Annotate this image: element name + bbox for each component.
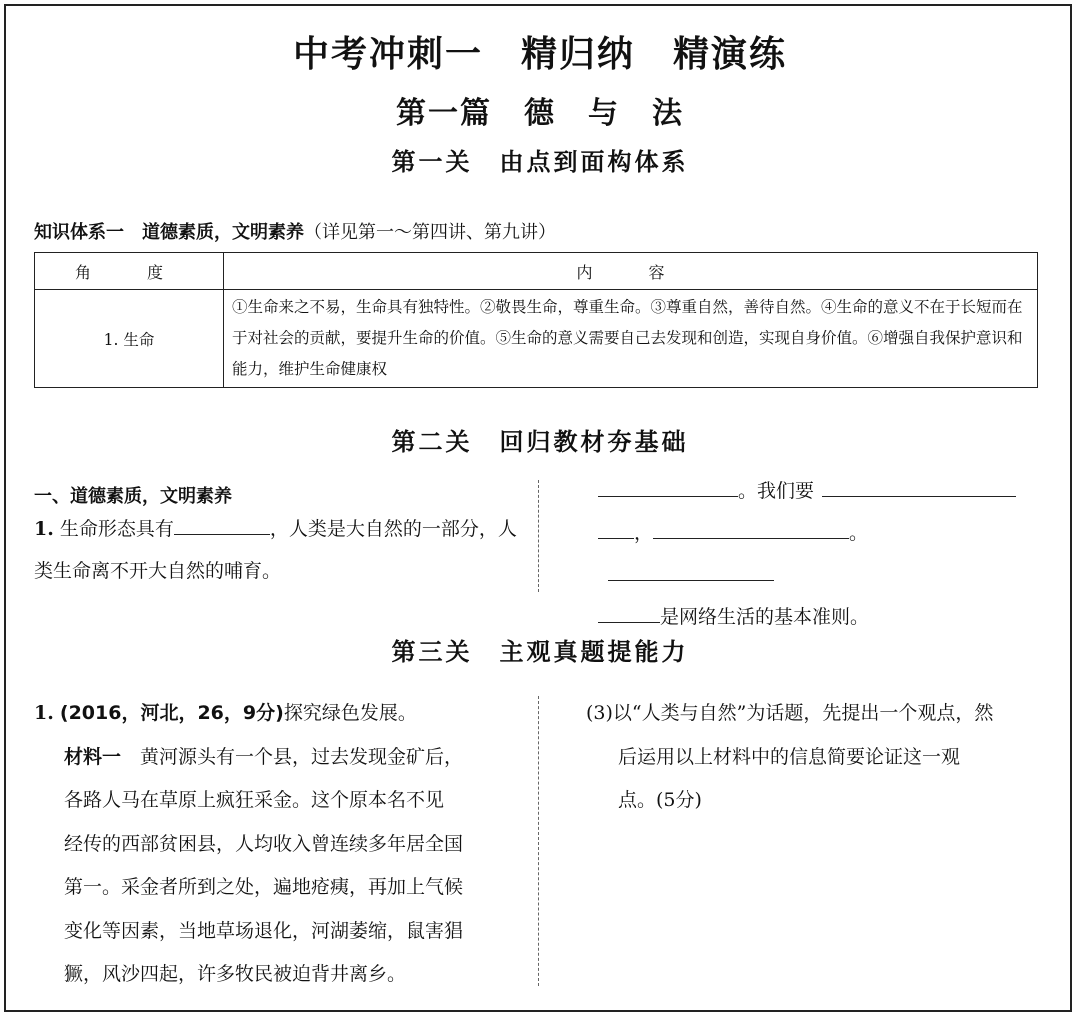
col-angle-header: 角 度 [35,253,224,290]
question-source: (2016，河北，26，9分) [59,702,284,724]
knowledge-table [34,252,1038,388]
column-divider [538,480,539,592]
material-line [64,736,534,780]
section-heading: 一、道德素质，文明素养 [34,486,232,507]
question-number: 1. [34,518,54,540]
subquestion-3 [586,692,1048,823]
answer-blank[interactable] [598,602,660,623]
question-text-b: ，人类是大自然的一部分，人类生命离不开大自然的哺育。 [34,518,517,582]
row-angle: 1. 生命 [35,290,224,388]
table-row [35,290,1038,388]
answer-blank[interactable] [598,476,738,497]
material-text: 黄河源头有一个县，过去发现金矿后， [140,745,464,768]
question-number: 1. [34,702,54,724]
continuation-line-1 [598,470,1044,512]
continuation-text-1: 。我们要 [738,480,815,502]
answer-blank[interactable] [822,476,1016,497]
continuation-sep-1: ， [634,522,654,544]
material-line: 各路人马在草原上疯狂采金。这个原本名不见 [64,789,445,811]
level3-title: 第三关 主观真题提能力 [391,637,689,666]
continuation-sep-2: 。 [849,522,869,544]
knowledge-heading-title: 知识体系一 道德素质，文明素养 [34,222,304,243]
material-block [34,736,534,997]
material-line: 獗，风沙四起，许多牧民被迫背井离乡。 [64,963,407,985]
table-header-row [35,253,1038,290]
subquestion-line-2: 后运用以上材料中的信息简要论证这一观 [618,745,961,768]
col-content-header: 内 容 [224,253,1038,290]
question-stem: 探究绿色发展。 [283,702,417,724]
question-stem-line [34,692,534,736]
main-title: 中考冲刺一 精归纳 精演练 [292,34,787,75]
knowledge-heading-note: （详见第一～第四讲、第九讲） [304,222,556,243]
answer-blank[interactable] [174,514,270,535]
fill-question-1 [34,508,528,592]
continuation-text-3: 是网络生活的基本准则。 [660,606,870,628]
level2-title: 第二关 回归教材夯基础 [391,427,689,456]
subquestion-line-3: 点。(5分) [618,789,702,811]
material-label: 材料一 [64,745,122,768]
material-line: 第一。采金者所到之处，遍地疮痍，再加上气候 [64,876,464,898]
answer-blank[interactable] [608,560,774,581]
knowledge-heading [34,218,556,244]
part-title: 第一篇 德 与 法 [396,96,684,131]
answer-blank[interactable] [598,518,634,539]
fill-question-continuation [598,470,1044,638]
material-line: 变化等因素，当地草场退化，河湖萎缩，鼠害猖 [64,919,464,942]
answer-blank[interactable] [653,518,849,539]
question-text-a: 生命形态具有 [59,518,174,540]
column-divider [538,696,539,986]
level1-title: 第一关 由点到面构体系 [391,147,689,176]
row-content: ①生命来之不易，生命具有独特性。②敬畏生命，尊重生命。③尊重自然，善待自然。④生命的意义不在于长短而在于对社会的贡献，要提升生命的价值。⑤生命的意义需要自己去发现和创造，实现自身价值。⑥增强自我保护意识和能力，维护生命健康权 [224,290,1038,388]
material-line: 经传的西部贫困县，人均收入曾连续多年居全国 [64,832,464,855]
continuation-line-2 [598,512,1044,596]
subjective-question-1 [34,692,534,997]
subquestion-line-1: (3)以“人类与自然”为话题，先提出一个观点，然 [586,702,994,724]
